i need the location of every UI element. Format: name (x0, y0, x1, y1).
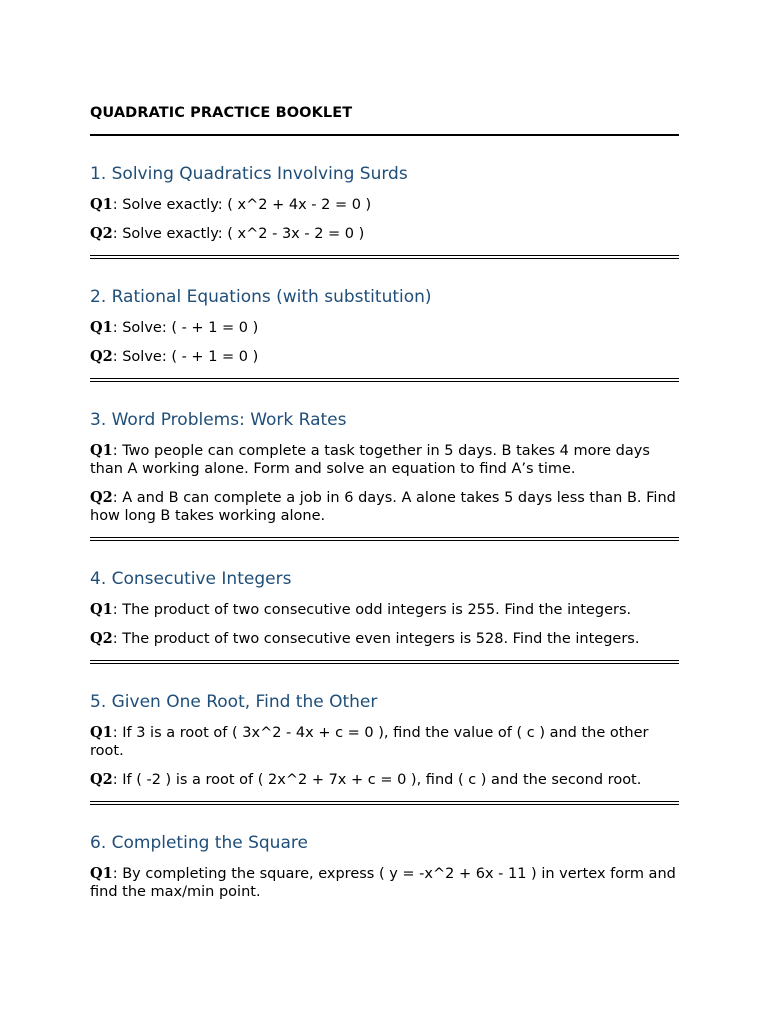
section-3 (90, 382, 679, 541)
document-page (90, 104, 679, 901)
question-text: : Solve exactly: ( x^2 + 4x - 2 = 0 ) (112, 197, 372, 213)
section-heading: 4. Consecutive Integers (90, 569, 292, 589)
section-heading: 6. Completing the Square (90, 833, 308, 853)
question-label: Q2 (90, 771, 113, 788)
section-heading: 1. Solving Quadratics Involving Surds (90, 164, 408, 184)
question-text: : Solve exactly: ( x^2 - 3x - 2 = 0 ) (112, 226, 365, 242)
question-label: Q1 (90, 865, 113, 882)
question-text: : The product of two consecutive even integers is 528. Find the integers. (112, 631, 640, 647)
question-text: : If 3 is a root of ( 3x^2 - 4x + c = 0 ), find the value of ( c ) and the other root. (90, 725, 649, 759)
section-1 (90, 136, 679, 259)
section-heading: 5. Given One Root, Find the Other (90, 692, 378, 712)
question-label: Q1 (90, 601, 113, 618)
question-label: Q2 (90, 348, 113, 365)
question-label: Q2 (90, 225, 113, 242)
question-item (90, 348, 679, 366)
question-text: : Solve: ( - + 1 = 0 ) (112, 320, 259, 336)
question-item (90, 196, 679, 214)
question-text: : A and B can complete a job in 6 days. A alone takes 5 days less than B. Find how long B takes working alone. (90, 490, 676, 524)
question-text: : By completing the square, express ( y = -x^2 + 6x - 11 ) in vertex form and find the max/min point. (90, 866, 676, 900)
section-heading: 2. Rational Equations (with substitution) (90, 287, 432, 307)
question-item (90, 724, 679, 760)
question-text: : Solve: ( - + 1 = 0 ) (112, 349, 259, 365)
question-text: : If ( -2 ) is a root of ( 2x^2 + 7x + c = 0 ), find ( c ) and the second root. (112, 772, 642, 788)
section-5 (90, 664, 679, 805)
question-item (90, 489, 679, 525)
section-4 (90, 541, 679, 664)
question-item (90, 865, 679, 901)
question-label: Q1 (90, 196, 113, 213)
section-2 (90, 259, 679, 382)
question-text: : The product of two consecutive odd integers is 255. Find the integers. (112, 602, 632, 618)
question-label: Q1 (90, 724, 113, 741)
question-label: Q2 (90, 489, 113, 506)
question-item (90, 630, 679, 648)
question-item (90, 319, 679, 337)
section-heading: 3. Word Problems: Work Rates (90, 410, 347, 430)
question-item (90, 771, 679, 789)
question-label: Q1 (90, 319, 113, 336)
document-title: QUADRATIC PRACTICE BOOKLET (90, 105, 353, 121)
question-item (90, 601, 679, 619)
section-6 (90, 805, 679, 901)
question-label: Q2 (90, 630, 113, 647)
question-item (90, 225, 679, 243)
question-label: Q1 (90, 442, 113, 459)
question-item (90, 442, 679, 478)
question-text: : Two people can complete a task together in 5 days. B takes 4 more days than A working alone. Form and solve an equation to find A’s time. (90, 443, 650, 477)
